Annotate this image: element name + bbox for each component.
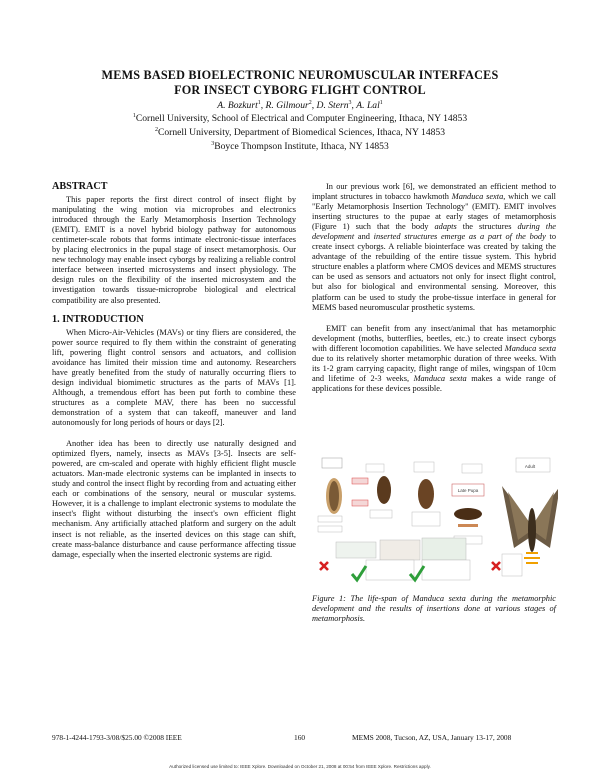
late-pupa-label: Late Pupa [457,488,479,493]
author-list: A. Bozkurt$^1$, R. Gilmour$^2$, D. Stern$^3$, A. Lal$^1$ [217,100,383,111]
affiliation-mark: 1 [132,113,136,119]
affiliation [40,141,560,153]
figure-caption: Figure 1: The life-span of Manduca sexta during the metamorphic development and the results of insertions done at various stages of metamorphosis. [312,594,556,623]
intro-paragraph-2: Another idea has been to directly use naturally designed and optimized flyers, namely, insects as MAVs [3-5]. Insects are self-powered, are cm-scaled and operate with highly efficient flight muscle actuators. Man-made electronic systems can be implanted in insects to study and control the insect flight by recording from and actuating either each or combinations of the sensory, neural or muscular systems. However, it is a challenge to implant electronic systems to modulate the insect's flight without disturbing the insect's own efficient flight mechanism. Any artificially attached platform and surgery on the adult insect is not reliable, as the inserted devices on this stage can shift, create mass-balance disturbance and cause performance affecting tissue damage, especially when the inserted electronic systems are rigid. [52,439,296,559]
author-name: A. Bozkurt [217,100,258,111]
affiliation-text: Boyce Thompson Institute, Ithaca, NY 14853 [214,141,389,152]
right-column [312,182,556,394]
paper-title-line1: MEMS BASED BIOELECTRONIC NEUROMUSCULAR INTERFACES [101,68,499,82]
footer-conference: MEMS 2008, Tucson, AZ, USA, January 13-17, 2008 [352,733,512,742]
page-number: 160 [294,733,306,742]
author-mark: 2 [308,100,312,106]
author-name: A. Lal [356,100,380,111]
author-name: D. Stern [316,100,349,111]
affiliation-mark: 2 [154,127,158,133]
author-mark: 1 [379,100,383,106]
footer-isbn: 978-1-4244-1793-3/08/$25.00 ©2008 IEEE [52,733,182,742]
affiliation-text: Cornell University, Department of Biomedical Sciences, Ithaca, NY 14853 [157,127,446,138]
intro-heading: 1. INTRODUCTION [52,313,144,325]
affiliation [40,127,560,139]
left-column [52,182,296,560]
paper-title-line2: FOR INSECT CYBORG FLIGHT CONTROL [174,83,426,97]
affiliation-mark: 3 [211,141,215,147]
license-notice: Authorized licensed use limited to: IEEE Xplore. Downloaded on October 21, 2008 at 00:54 from IEEE Xplore. Restrictions apply. [169,764,431,769]
figure-1-lifecycle [314,456,558,586]
right-paragraph-2: EMIT can benefit from any insect/animal that has metamorphic development (moths, butterflies, beetles, etc.) to create insect cyborgs with different locomotion capabilities. We have selected Manduca sexta due to its relatively shorter metamorphic duration of three weeks. With its 1-2 gram carrying capacity, flight range of miles, wingspan of 10cm and lifetime of 2-3 weeks, Manduca sexta makes a wide range of applications for these devices possible. [312,323,556,393]
author-name: R. Gilmour [265,100,309,111]
adult-label: Adult [524,464,536,469]
right-paragraph-1: In our previous work [6], we demonstrated an efficient method to implant structures in tobacco hawkmoth Manduca sexta, which we call "Early Metamorphosis Insertion Technology" (EMIT). EMIT involves inserting structures to the pupae at early stages of metamorphosis (Figure 1) such that the body adapts the structures during the development and inserted structures emerge as a part of the body to create insect cyborgs. A reliable biointerface was created by taking the advantage of the rebuilding of the entire tissue system. This hybrid structure enables a platform where CMOS devices and MEMS structures can be used as sensors and actuators not only for insect flight control, but also for biological and environmental sensing. Moreover, this platform can be used to study the probe-tissue interface in general for MEMS based neuromuscular prosthetic systems. [312,182,557,312]
intro-paragraph-1: When Micro-Air-Vehicles (MAVs) or tiny fliers are considered, the power source required to fly them within the constraint of generating lift, powering flight control sensors and actuators, and collision avoidance has limited their mission time and autonomy. Researchers have greatly benefited from the study of naturally occurring fliers to design individual biomimetic structures as the parts of MAVs [1]. Although, a tremendous effort has been put forth to combine these structures as a complete MAV, there has been no successful demonstration of a system that can takeoff, maneuver and land autonomously for long periods of hours or days [2]. [52,327,296,428]
abstract-text: This paper reports the first direct control of insect flight by manipulating the wing motion via microprobes and electronics introduced through the Early Metamorphosis Insertion Technology (EMIT). EMIT is a novel hybrid biology pathway for autonomous centimeter-scale robots that forms intimate electronic-tissue interfaces by placing electronics in the pupal stage of insect metamorphosis. Our new technology may enable insect cyborgs by realizing a reliable control interface between inserted microsystems and insect physiology. The design rules on the flexibility of the inserted microsystem and the investigation towards tissue-microprobe biological and electrical compatibility are also presented. [52,195,296,305]
author-mark: 1 [257,100,261,106]
affiliation [40,113,560,125]
author-mark: 3 [348,100,352,106]
affiliation-text: Cornell University, School of Electrical and Computer Engineering, Ithaca, NY 14853 [135,113,468,124]
abstract-heading: ABSTRACT [52,181,108,192]
